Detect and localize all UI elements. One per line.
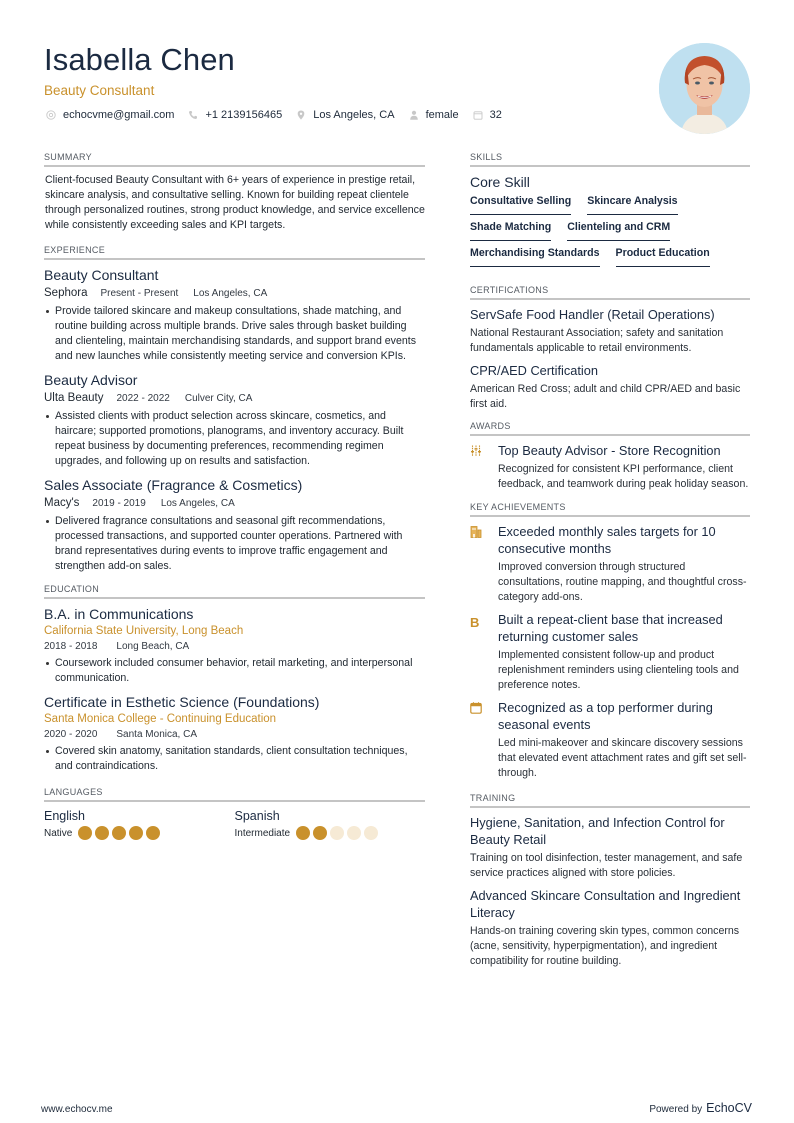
- education-bullets: [44, 744, 425, 774]
- footer-website-link[interactable]: www.echocv.me: [41, 1104, 113, 1115]
- certifications-section: [470, 285, 750, 412]
- certification-desc: National Restaurant Association; safety and sanitation fundamentals applicable to retail environments.: [470, 327, 724, 354]
- certification-item: [470, 306, 750, 356]
- degree-title: B.A. in Communications: [44, 606, 194, 622]
- language-level-row: [235, 826, 426, 840]
- training-desc: Training on tool disinfection, tester management, and safe service practices aligned with store policies.: [470, 852, 743, 879]
- footer-powered-by[interactable]: [649, 1101, 752, 1115]
- achievement-body: [498, 523, 750, 605]
- bullet-item: Provide tailored skincare and makeup consultations, shade matching, and routine building across multiple brands. Drive sales through basket building and clienteling, maintain merchandising standards, and support brand events and new launches while consistently meeting service and conversion KPIs.: [44, 304, 425, 364]
- certification-item: [470, 362, 750, 412]
- certification-title: CPR/AED Certification: [470, 363, 599, 378]
- education-bullets: [44, 656, 425, 686]
- skill-tag: Consultative Selling: [470, 194, 571, 215]
- age-value: 32: [489, 109, 502, 121]
- job-entry: [44, 476, 425, 574]
- avatar: [659, 43, 750, 134]
- language-item: [235, 808, 426, 840]
- certification-title: ServSafe Food Handler (Retail Operations): [470, 307, 715, 322]
- job-location: Los Angeles, CA: [193, 288, 268, 299]
- letter-b-icon: B: [470, 615, 480, 630]
- awards-section: [470, 421, 750, 492]
- education-location: Long Beach, CA: [116, 641, 190, 652]
- languages-section: [44, 787, 425, 840]
- section-title: AWARDS: [470, 421, 750, 436]
- language-rating: [78, 826, 160, 840]
- skill-tag: Clienteling and CRM: [567, 220, 670, 241]
- job-title: Sales Associate (Fragrance & Cosmetics): [44, 477, 303, 493]
- skill-tag: Merchandising Standards: [470, 246, 600, 267]
- training-section: [470, 793, 750, 969]
- job-dates: 2019 - 2019: [92, 498, 146, 509]
- rating-dot-empty: [347, 826, 361, 840]
- language-item: [44, 808, 235, 840]
- section-title: KEY ACHIEVEMENTS: [470, 502, 750, 517]
- achievement-title: Recognized as a top performer during seasonal events: [498, 700, 713, 732]
- degree-title: Certificate in Esthetic Science (Foundations): [44, 694, 320, 710]
- job-company: Sephora: [44, 287, 88, 299]
- job-meta: [44, 285, 425, 302]
- job-meta: [44, 495, 425, 512]
- rating-dot-empty: [364, 826, 378, 840]
- education-section: [44, 584, 425, 774]
- phone-icon: [188, 110, 198, 120]
- achievement-item: [470, 699, 750, 781]
- school-name: Santa Monica College - Continuing Education: [44, 713, 277, 725]
- email-value: echocvme@gmail.com: [63, 109, 175, 121]
- brand-name: EchoCV: [706, 1101, 752, 1115]
- building-icon: [470, 523, 498, 538]
- achievement-desc: Improved conversion through structured consultations, routine mapping, and thoughtful cross-category add-ons.: [498, 561, 747, 603]
- rating-dot-filled: [313, 826, 327, 840]
- contact-age: [473, 109, 502, 121]
- contact-gender: [409, 109, 459, 121]
- contact-row: [46, 109, 516, 121]
- training-title: Hygiene, Sanitation, and Infection Control for Beauty Retail: [470, 815, 725, 847]
- skill-tag: Shade Matching: [470, 220, 551, 241]
- job-location: Culver City, CA: [184, 393, 253, 404]
- candidate-name: Isabella Chen: [44, 42, 235, 77]
- skill-tag: Product Education: [616, 246, 710, 267]
- candidate-role: Beauty Consultant: [44, 83, 155, 98]
- language-level: Native: [44, 827, 73, 839]
- bullet-item: Coursework included consumer behavior, retail marketing, and interpersonal communication.: [44, 656, 425, 686]
- languages-list: [44, 808, 425, 840]
- job-company: Ulta Beauty: [44, 392, 104, 404]
- section-title: SKILLS: [470, 152, 750, 167]
- contact-location: [296, 109, 394, 121]
- achievement-title: Built a repeat-client base that increased returning customer sales: [498, 612, 723, 644]
- training-item: [470, 814, 750, 881]
- contact-phone[interactable]: [188, 109, 282, 121]
- job-title: Beauty Consultant: [44, 267, 159, 283]
- education-dates: 2020 - 2020: [44, 729, 98, 740]
- achievement-item: [470, 523, 750, 605]
- summary-text: Client-focused Beauty Consultant with 6+ years of experience in prestige retail, skincare analysis, and consultative selling. Known for building repeat clientele through personalized routines, strong product knowledge, and service excellence while consistently exceeding sales and KPI targets.: [45, 174, 425, 231]
- skills-section: [470, 152, 750, 272]
- right-column: [470, 152, 750, 981]
- job-company: Macy's: [44, 497, 80, 509]
- experience-section: [44, 245, 425, 574]
- language-level-row: [44, 826, 235, 840]
- award-item: [470, 442, 750, 492]
- achievements-section: [470, 502, 750, 781]
- bullet-item: Delivered fragrance consultations and seasonal gift recommendations, processed transactions, and supported counter operations. Partnered with brand representatives during events to improve traffic engagement and strengthen add-on sales.: [44, 514, 425, 574]
- achievement-title: Exceeded monthly sales targets for 10 consecutive months: [498, 524, 716, 556]
- job-meta: [44, 390, 425, 407]
- achievement-body: [498, 611, 750, 693]
- language-name: English: [44, 809, 85, 823]
- location-pin-icon: [296, 110, 306, 120]
- education-meta: [44, 639, 425, 654]
- job-bullets: [44, 514, 425, 574]
- skill-group-title: Core Skill: [470, 174, 530, 190]
- skill-tag: Skincare Analysis: [587, 194, 677, 215]
- education-entry: [44, 693, 425, 774]
- job-bullets: [44, 304, 425, 364]
- section-title: SUMMARY: [44, 152, 425, 167]
- at-icon: [46, 110, 56, 120]
- training-desc: Hands-on training covering skin types, common concerns (acne, sensitivity, hyperpigmentation), and ingredient compatibility for routine building.: [470, 925, 740, 967]
- education-entry: [44, 605, 425, 686]
- person-icon: [409, 110, 419, 120]
- job-dates: Present - Present: [100, 288, 179, 299]
- powered-by-label: Powered by: [649, 1104, 703, 1115]
- job-title: Beauty Advisor: [44, 372, 138, 388]
- achievement-body: [498, 699, 750, 781]
- job-entry: [44, 266, 425, 364]
- language-name: Spanish: [234, 809, 280, 823]
- section-title: TRAINING: [470, 793, 750, 808]
- training-title: Advanced Skincare Consultation and Ingredient Literacy: [470, 888, 741, 920]
- certification-desc: American Red Cross; adult and child CPR/AED and basic first aid.: [470, 383, 741, 410]
- job-location: Los Angeles, CA: [160, 498, 235, 509]
- rating-dot-filled: [95, 826, 109, 840]
- award-body: [498, 442, 750, 492]
- summary-section: [44, 152, 425, 233]
- achievement-desc: Implemented consistent follow-up and product replenishment reminders using clienteling tools and preference notes.: [498, 649, 739, 691]
- bullet-item: Covered skin anatomy, sanitation standards, client consultation techniques, and contraindications.: [44, 744, 425, 774]
- rating-dot-filled: [129, 826, 143, 840]
- education-meta: [44, 727, 425, 742]
- job-bullets: [44, 409, 425, 469]
- language-level: Intermediate: [234, 827, 291, 839]
- job-dates: 2022 - 2022: [116, 393, 170, 404]
- rating-dot-filled: [296, 826, 310, 840]
- rating-dot-filled: [112, 826, 126, 840]
- education-location: Santa Monica, CA: [116, 729, 197, 740]
- achievement-desc: Led mini-makeover and skincare discovery sessions that elevated event attachment rates and gift set sell-through.: [498, 737, 747, 779]
- contact-email[interactable]: [46, 109, 174, 121]
- achievement-item: [470, 611, 750, 693]
- job-entry: [44, 371, 425, 469]
- section-title: EXPERIENCE: [44, 245, 425, 260]
- gender-value: female: [425, 109, 459, 121]
- education-dates: 2018 - 2018: [44, 641, 98, 652]
- location-value: Los Angeles, CA: [313, 109, 395, 121]
- school-name: California State University, Long Beach: [44, 625, 244, 637]
- calendar-icon: [470, 699, 498, 714]
- language-rating: [296, 826, 378, 840]
- rating-dot-empty: [330, 826, 344, 840]
- section-title: LANGUAGES: [44, 787, 425, 802]
- section-title: CERTIFICATIONS: [470, 285, 750, 300]
- rating-dot-filled: [146, 826, 160, 840]
- bullet-item: Assisted clients with product selection across skincare, cosmetics, and haircare; supported promotions, planograms, and inventory accuracy. Built repeat business by documenting preferences, recommending regimen upgrades, and following up on results and satisfaction.: [44, 409, 425, 469]
- skill-tags: [470, 194, 750, 272]
- section-title: EDUCATION: [44, 584, 425, 599]
- rating-dot-filled: [78, 826, 92, 840]
- calendar-icon: [473, 110, 483, 120]
- phone-value: +1 2139156465: [205, 109, 283, 121]
- left-column: [44, 152, 425, 852]
- sliders-icon: [470, 442, 498, 457]
- training-item: [470, 887, 750, 969]
- award-desc: Recognized for consistent KPI performance, client feedback, and teamwork during peak holiday season.: [498, 463, 749, 490]
- avatar-portrait-illustration: [659, 43, 750, 134]
- award-title: Top Beauty Advisor - Store Recognition: [498, 443, 721, 458]
